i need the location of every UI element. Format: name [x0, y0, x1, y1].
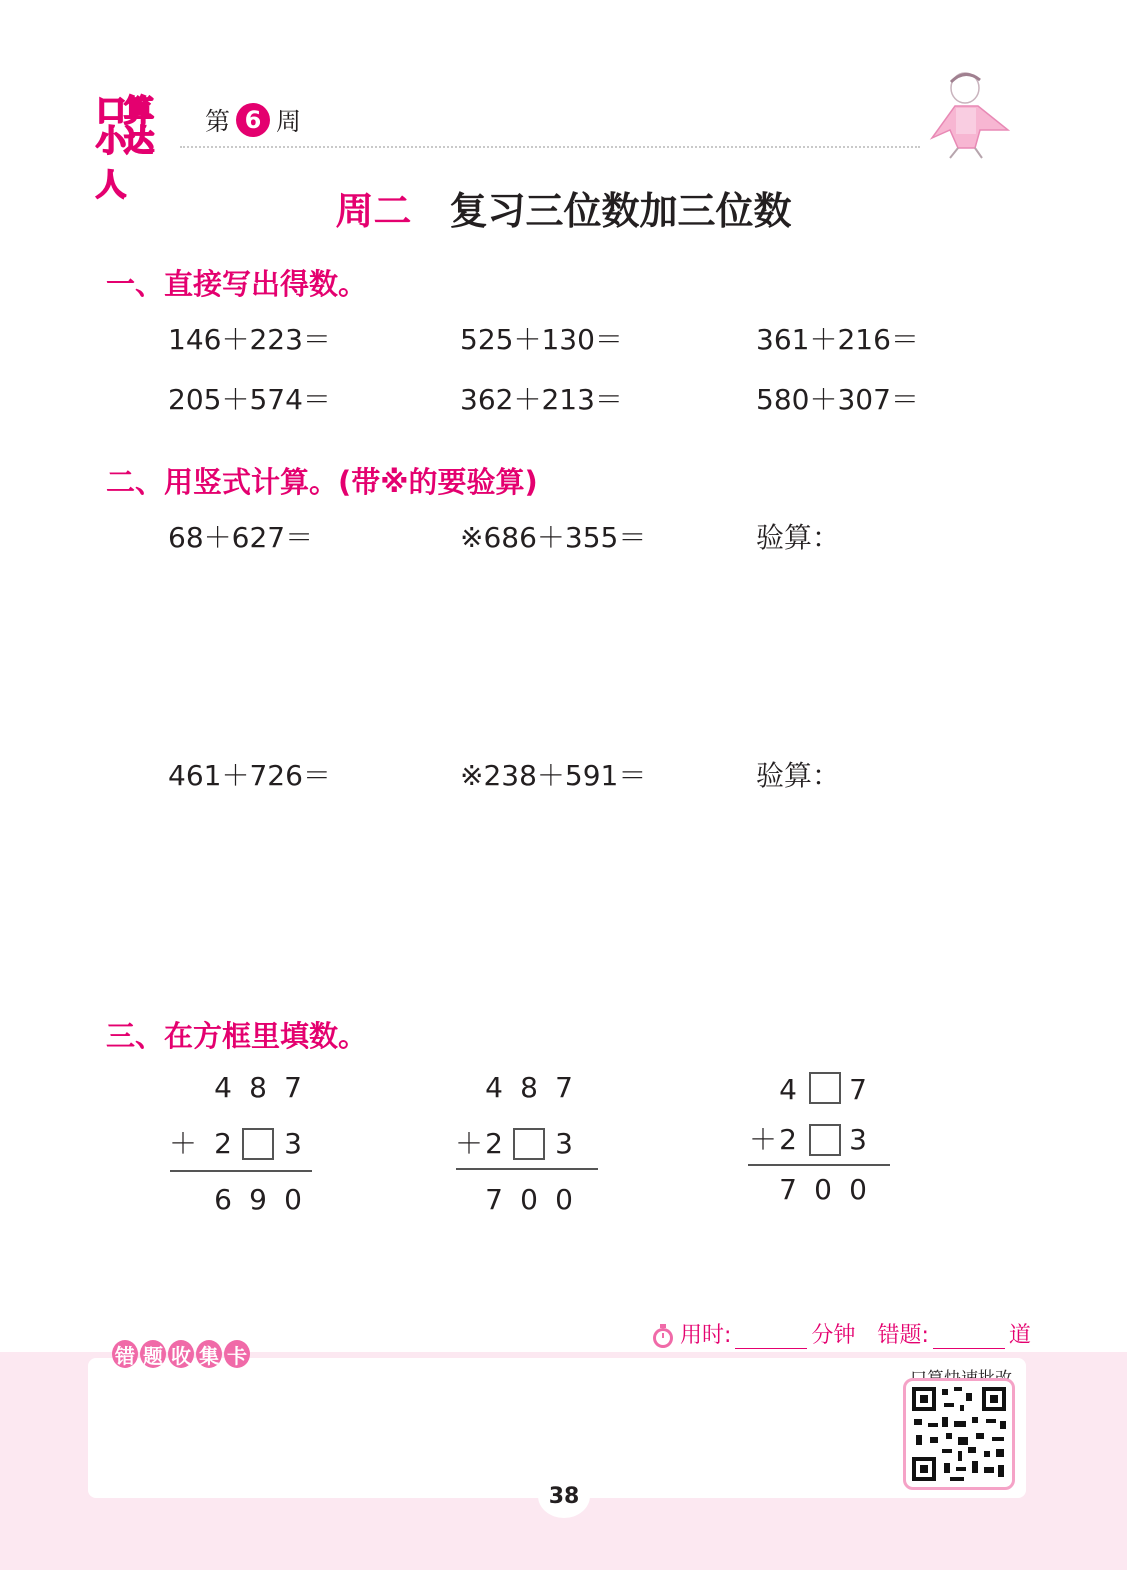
answer-box[interactable] — [242, 1128, 274, 1160]
section-2-heading: 二、用竖式计算。(带※的要验算) — [106, 465, 538, 499]
card-label-char: 错 — [112, 1340, 138, 1368]
top-digit: 4 — [214, 1071, 232, 1104]
problem-2-2: ※686＋355＝ — [460, 521, 647, 554]
qr-code-icon — [906, 1381, 1012, 1487]
problem-2-4: ※238＋591＝ — [460, 759, 647, 792]
result-digit: 7 — [485, 1183, 503, 1216]
result-digit: 6 — [214, 1183, 232, 1216]
top-digit: 7 — [284, 1071, 302, 1104]
time-unit: 分钟 — [811, 1323, 856, 1348]
top-digit: 7 — [849, 1073, 867, 1106]
bottom-digit: 3 — [555, 1127, 573, 1160]
title-day: 周二 — [335, 189, 412, 233]
week-indicator — [205, 102, 301, 138]
page-number: 38 — [538, 1474, 590, 1518]
stopwatch-icon — [650, 1323, 676, 1349]
answer-box[interactable] — [809, 1124, 841, 1156]
vertical-addition-2 — [454, 1070, 604, 1220]
vertical-addition-3 — [748, 1070, 898, 1220]
page-title — [0, 180, 1127, 235]
errors-blank[interactable] — [933, 1326, 1005, 1349]
card-label-char: 题 — [140, 1340, 166, 1368]
bottom-digit: 3 — [849, 1123, 867, 1156]
section-3-heading: 三、在方框里填数。 — [106, 1019, 368, 1053]
problem-2-1: 68＋627＝ — [168, 521, 314, 554]
plus-sign: ＋ — [748, 1123, 777, 1156]
problem-1-4: 205＋574＝ — [168, 383, 331, 416]
logo-line-1: 口算 — [96, 94, 152, 129]
answer-box[interactable] — [513, 1128, 545, 1160]
time-label: 用时: — [680, 1323, 732, 1348]
check-label-1: 验算： — [756, 521, 841, 554]
error-card-label — [112, 1340, 250, 1368]
plus-sign: ＋ — [168, 1127, 197, 1160]
top-digit: 7 — [555, 1071, 573, 1104]
time-and-errors-row — [650, 1318, 1031, 1349]
sum-line — [170, 1170, 312, 1172]
qr-code[interactable] — [903, 1378, 1015, 1490]
sum-line — [456, 1168, 598, 1170]
bottom-digit: 2 — [485, 1127, 503, 1160]
errors-unit: 道 — [1008, 1323, 1031, 1348]
result-digit: 9 — [249, 1183, 267, 1216]
plus-sign: ＋ — [454, 1127, 483, 1160]
problem-1-5: 362＋213＝ — [460, 383, 623, 416]
problem-1-2: 525＋130＝ — [460, 323, 623, 356]
bottom-digit: 2 — [214, 1127, 232, 1160]
top-digit: 4 — [485, 1071, 503, 1104]
header-divider — [180, 146, 920, 148]
brand-logo — [96, 86, 178, 203]
problem-1-6: 580＋307＝ — [756, 383, 919, 416]
result-digit: 0 — [284, 1183, 302, 1216]
card-label-char: 集 — [196, 1340, 222, 1368]
logo-line-2: 小达人 — [96, 124, 152, 203]
top-digit: 8 — [249, 1071, 267, 1104]
answer-box[interactable] — [809, 1072, 841, 1104]
result-digit: 0 — [849, 1173, 867, 1206]
top-digit: 8 — [520, 1071, 538, 1104]
bottom-digit: 3 — [284, 1127, 302, 1160]
time-blank[interactable] — [735, 1326, 807, 1349]
problem-2-3: 461＋726＝ — [168, 759, 331, 792]
vertical-addition-1 — [168, 1070, 318, 1220]
title-topic: 复习三位数加三位数 — [449, 189, 792, 233]
result-digit: 0 — [814, 1173, 832, 1206]
problem-1-3: 361＋216＝ — [756, 323, 919, 356]
mascot-illustration — [920, 68, 1020, 160]
card-label-char: 收 — [168, 1340, 194, 1368]
section-1-heading: 一、直接写出得数。 — [106, 267, 368, 301]
week-number-badge: 6 — [236, 103, 270, 137]
errors-label: 错题: — [877, 1323, 929, 1348]
result-digit: 0 — [555, 1183, 573, 1216]
top-digit: 4 — [779, 1073, 797, 1106]
bottom-digit: 2 — [779, 1123, 797, 1156]
result-digit: 7 — [779, 1173, 797, 1206]
card-label-char: 卡 — [224, 1340, 250, 1368]
result-digit: 0 — [520, 1183, 538, 1216]
week-prefix: 第 — [205, 107, 231, 136]
sum-line — [748, 1164, 890, 1166]
problem-1-1: 146＋223＝ — [168, 323, 331, 356]
check-label-2: 验算： — [756, 759, 841, 792]
week-suffix: 周 — [276, 107, 302, 136]
